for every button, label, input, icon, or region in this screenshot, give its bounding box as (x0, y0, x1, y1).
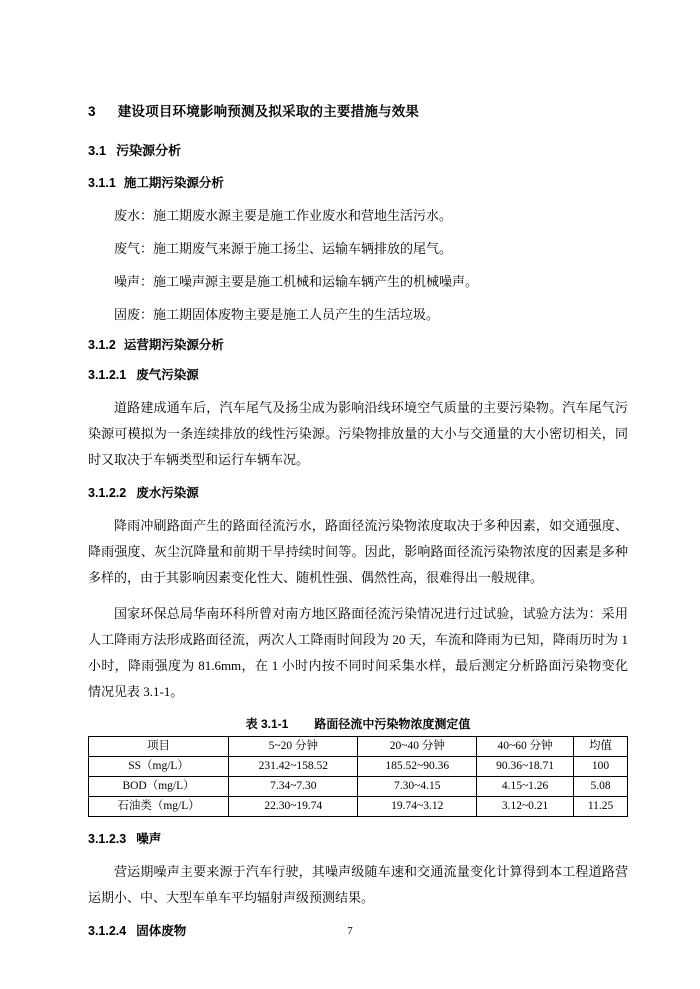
heading-section-3-text: 建设项目环境影响预测及拟采取的主要措施与效果 (117, 104, 420, 119)
heading-section-3-1-2-2-number: 3.1.2.2 (88, 486, 127, 500)
heading-section-3-1-2-text: 运营期污染源分析 (123, 338, 224, 352)
table-cell: 100 (574, 757, 628, 777)
heading-section-3-1-2-2-text: 废水污染源 (136, 486, 199, 500)
heading-section-3-1-text: 污染源分析 (116, 143, 182, 158)
table-cell: SS（mg/L） (89, 757, 229, 777)
table-header-cell: 项目 (89, 737, 229, 757)
table-header-cell: 5~20 分钟 (229, 737, 358, 757)
table-cell: 11.25 (574, 797, 628, 817)
heading-section-3-1-2 (88, 335, 628, 353)
table-cell: 7.30~4.15 (358, 777, 477, 797)
paragraph-gas-pollution-source: 道路建成通车后，汽车尾气及扬尘成为影响沿线环境空气质量的主要污染物。汽车尾气污染源可模拟为一条连续排放的线性污染源。污染物排放量的大小与交通量的大小密切相关，同时又取决于车辆类型和运行车辆车况。 (88, 400, 628, 467)
table-cell: 231.42~158.52 (229, 757, 358, 777)
heading-section-3-1-2-1 (88, 365, 628, 383)
paragraph-operation-noise: 营运期噪声主要来源于汽车行驶，其噪声级随车速和交通流量变化计算得到本工程道路营运期小、中、大型车单车平均辐射声级预测结果。 (88, 864, 628, 905)
table-cell: BOD（mg/L） (89, 777, 229, 797)
table-header-row (89, 737, 628, 757)
table-cell: 4.15~1.26 (477, 777, 574, 797)
table-cell: 3.12~0.21 (477, 797, 574, 817)
heading-section-3-1-2-3-number: 3.1.2.3 (88, 832, 127, 846)
paragraph-runoff-experiment: 国家环保总局华南环科所曾对南方地区路面径流污染情况进行过试验，试验方法为：采用人工降雨方法形成路面径流，两次人工降雨时间段为 20 天，车流和降雨为已知，降雨历时为 1 小时，降雨强度为 81.6mm，在 1 小时内按不同时间采集水样，最后测定分析路面污染物变化情况见表 3.1-1。 (88, 606, 628, 699)
paragraph-construction-waste-gas: 废气：施工期废气来源于施工扬尘、运输车辆排放的尾气。 (114, 241, 453, 256)
heading-section-3-1-2-4-text: 固体废物 (136, 924, 187, 938)
heading-section-3-1-2-1-text: 废气污染源 (136, 368, 199, 382)
heading-section-3-1-2-3-text: 噪声 (136, 832, 162, 846)
heading-section-3-1 (88, 140, 628, 159)
table-cell: 90.36~18.71 (477, 757, 574, 777)
heading-section-3-1-2-3 (88, 829, 628, 847)
table-row (89, 777, 628, 797)
heading-section-3-1-2-4-number: 3.1.2.4 (88, 924, 127, 938)
table-cell: 石油类（mg/L） (89, 797, 229, 817)
table-cell: 185.52~90.36 (358, 757, 477, 777)
table-cell: 22.30~19.74 (229, 797, 358, 817)
runoff-pollutant-table (88, 736, 628, 817)
heading-section-3-1-2-1-number: 3.1.2.1 (88, 368, 127, 382)
paragraph-construction-solid-waste: 固废：施工期固体废物主要是施工人员产生的生活垃圾。 (114, 307, 440, 322)
page-number: 7 (347, 925, 353, 937)
paragraph-construction-wastewater: 废水：施工期废水源主要是施工作业废水和营地生活污水。 (114, 208, 453, 223)
table-cell: 5.08 (574, 777, 628, 797)
table-row (89, 797, 628, 817)
heading-section-3-1-2-2 (88, 483, 628, 501)
table-caption-text: 路面径流中污染物浓度测定值 (314, 717, 471, 731)
table-cell: 19.74~3.12 (358, 797, 477, 817)
table-header-cell: 均值 (574, 737, 628, 757)
heading-section-3-1-number: 3.1 (88, 143, 107, 158)
table-caption-number: 表 3.1-1 (245, 717, 289, 731)
heading-section-3-1-1-text: 施工期污染源分析 (123, 176, 224, 190)
table-cell: 7.34~7.30 (229, 777, 358, 797)
heading-section-3-1-1 (88, 173, 628, 191)
table-row (89, 757, 628, 777)
paragraph-construction-noise: 噪声：施工噪声源主要是施工机械和运输车辆产生的机械噪声。 (114, 274, 479, 289)
table-header-cell: 20~40 分钟 (358, 737, 477, 757)
table-caption (88, 715, 628, 732)
paragraph-water-pollution-source: 降雨冲刷路面产生的路面径流污水，路面径流污染物浓度取决于多种因素，如交通强度、降雨强度、灰尘沉降量和前期干旱持续时间等。因此，影响路面径流污染物浓度的因素是多种多样的，由于其影响因素变化性大、随机性强、偶然性高，很难得出一般规律。 (88, 518, 628, 585)
heading-section-3-1-1-number: 3.1.1 (88, 176, 116, 190)
heading-section-3-1-2-number: 3.1.2 (88, 338, 116, 352)
heading-section-3 (88, 100, 628, 120)
table-header-cell: 40~60 分钟 (477, 737, 574, 757)
heading-section-3-number: 3 (88, 104, 96, 119)
